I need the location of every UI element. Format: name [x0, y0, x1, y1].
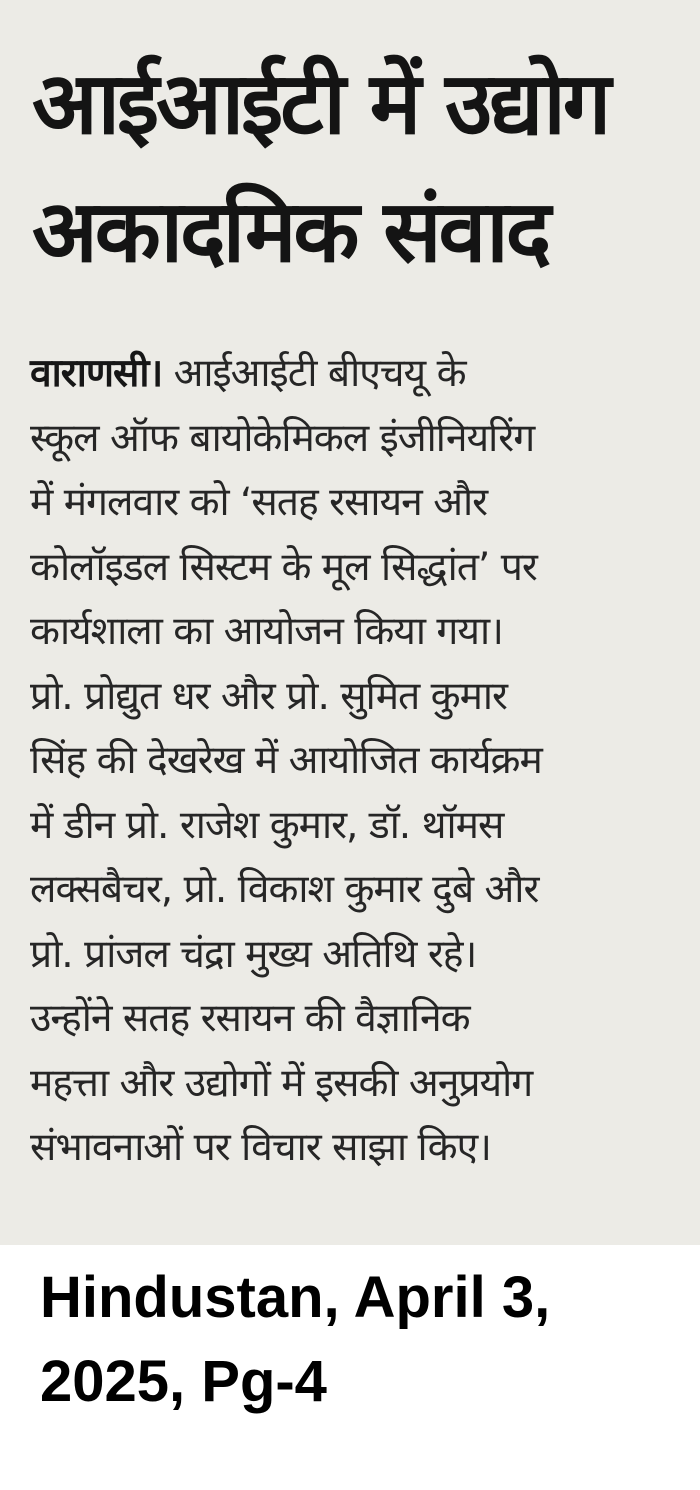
- body-line: में मंगलवार को ‘सतह रसायन और: [30, 480, 488, 525]
- dateline: वाराणसी।: [30, 351, 163, 396]
- source-caption: [40, 1256, 680, 1424]
- body-line: लक्सबैचर, प्रो. विकाश कुमार दुबे और: [30, 867, 539, 912]
- headline-line-2: अकादमिक संवाद: [32, 182, 549, 282]
- article-headline: [32, 40, 672, 296]
- body-line: उन्होंने सतह रसायन की वैज्ञानिक: [30, 996, 470, 1041]
- caption-line-2: 2025, Pg-4: [40, 1349, 327, 1414]
- body-line: में डीन प्रो. राजेश कुमार, डॉ. थॉमस: [30, 802, 504, 848]
- body-line: संभावनाओं पर विचार साझा किए।: [30, 1125, 491, 1170]
- body-line: [30, 342, 680, 407]
- body-line: प्रो. प्रांजल चंद्रा मुख्य अतिथि रहे।: [30, 931, 477, 977]
- body-line-1-text: आईआईटी बीएचयू के: [162, 351, 466, 396]
- caption-line-1: Hindustan, April 3,: [40, 1265, 551, 1330]
- body-line: प्रो. प्रोद्युत धर और प्रो. सुमित कुमार: [30, 673, 507, 719]
- article-body: [30, 342, 680, 1181]
- body-line: कार्यशाला का आयोजन किया गया।: [30, 609, 503, 654]
- body-line: महत्ता और उद्योगों में इसकी अनुप्रयोग: [30, 1060, 533, 1106]
- body-line: स्कूल ऑफ बायोकेमिकल इंजीनियरिंग: [30, 415, 535, 461]
- body-line: सिंह की देखरेख में आयोजित कार्यक्रम: [30, 738, 542, 783]
- body-line: कोलॉइडल सिस्टम के मूल सिद्धांत’ पर: [30, 544, 537, 590]
- headline-line-1: आईआईटी में उद्योग: [32, 54, 609, 154]
